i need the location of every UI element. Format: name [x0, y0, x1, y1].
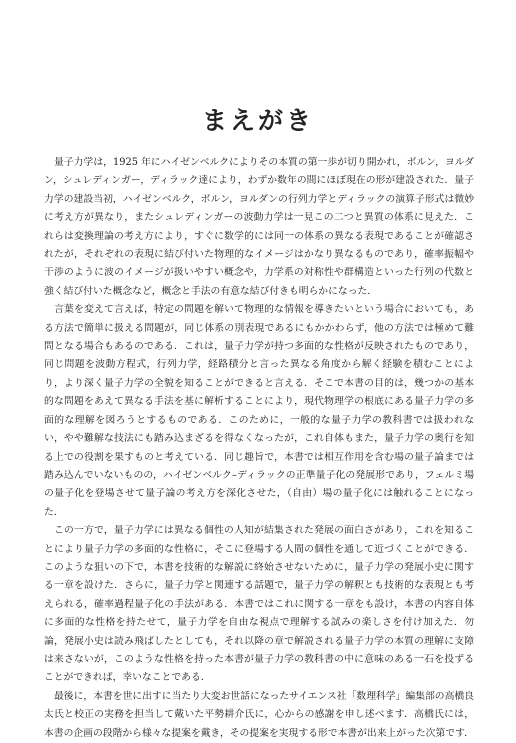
paragraph-1: 量子力学は，1925 年にハイゼンベルクによりその本質の第一歩が切り開かれ，ボルン，ヨルダン，シュレディンガー，ディラック達により，わずか数年の間にほぼ現在の形が建設された．量子力学の建設当初，ハイゼンベルク，ボルン，ヨルダンの行列力学とディラックの演算子形式は微妙に考え方が異なり，またシュレディンガーの波動力学は一見この二つと異質の体系に見えた．これらは変換理論の考え方により，すぐに数学的には同一の体系の異なる表現であることが確認されたが，それぞれの表現に結び付いた物理的なイメージはかなり異なるものであり，確率振幅や干渉のように波のイメージが扱いやすい概念や，力学系の対称性や群構造といった行列の代数と強く結び付いた概念など，概念と手法の有意な結び付きも明らかになった．	[44, 157, 474, 297]
paragraph-2: 言葉を変えて言えば，特定の問題を解いて物理的な情報を導きたいという場合においても，ある方法で簡単に扱える問題が，同じ体系の別表現であるにもかかわらず，他の方法では極めて難問となる場合もあるのである．これは，量子力学が持つ多面的な性格が反映されたものであり，同じ問題を波動方程式，行列力学，経路積分と言った異なる角度から解く経験を積むことにより，より深く量子力学の全貌を知ることができると言える．そこで本書の目的は，幾つかの基本的な問題をあえて異なる手法を基に解析することにより，現代物理学の根底にある量子力学の多面的な理解を図ろうとするものである．このために，一般的な量子力学の教科書では扱われない，やや難解な技法にも踏み込まざるを得なくなったが，これ自体もまた，量子力学の奥行を知る上での役割を果すものと考えている．同じ趣旨で，本書では相互作用を含む場の量子論までは踏み込んでいないものの，ハイゼンベルク–ディラックの正準量子化の発展形であり，フェルミ場の量子化を登場させて量子論の考え方を深化させた，（自由）場の量子化には触れることになった．	[44, 304, 474, 518]
page-title: まえがき	[201, 105, 314, 135]
paragraph-3: この一方で，量子力学には異なる個性の人知が結集された発展の面白さがあり，これを知ることにより量子力学の多面的な性格に，そこに登場する人間の個性を通して近づくことができる．このような狙いの下で，本書を技術的な解説に終始させないために，量子力学の発展小史に関する一章を設けた．さらに，量子力学と関連する話題で，量子力学の解釈とも技術的な表現とも考えられる，確率過程量子化の手法がある．本書ではこれに関する一章をも設け，本書の内容自体に多面的な性格を持たせて，量子力学を自由な視点で理解する試みの楽しさを付け加えた．勿論，発展小史は読み飛ばしたとしても，それ以降の章で解説される量子力学の本質の理解に支障は来さないが，このような性格を持った本書が量子力学の教科書の中に意味のある一石を投ずることができれば，幸いなことである．	[44, 525, 474, 684]
body-text	[44, 154, 474, 743]
paragraph-4: 最後に，本書を世に出すに当たり大変お世話になったサイエンス社「数理科学」編集部の高橋良太氏と校正の実務を担当して戴いた平勢耕介氏に，心からの感謝を申し述べます．高橋氏には，本書の企画の段階から様々な提案を戴き，その提案を実現する形で本書が出来上がった次第です．	[44, 690, 474, 739]
